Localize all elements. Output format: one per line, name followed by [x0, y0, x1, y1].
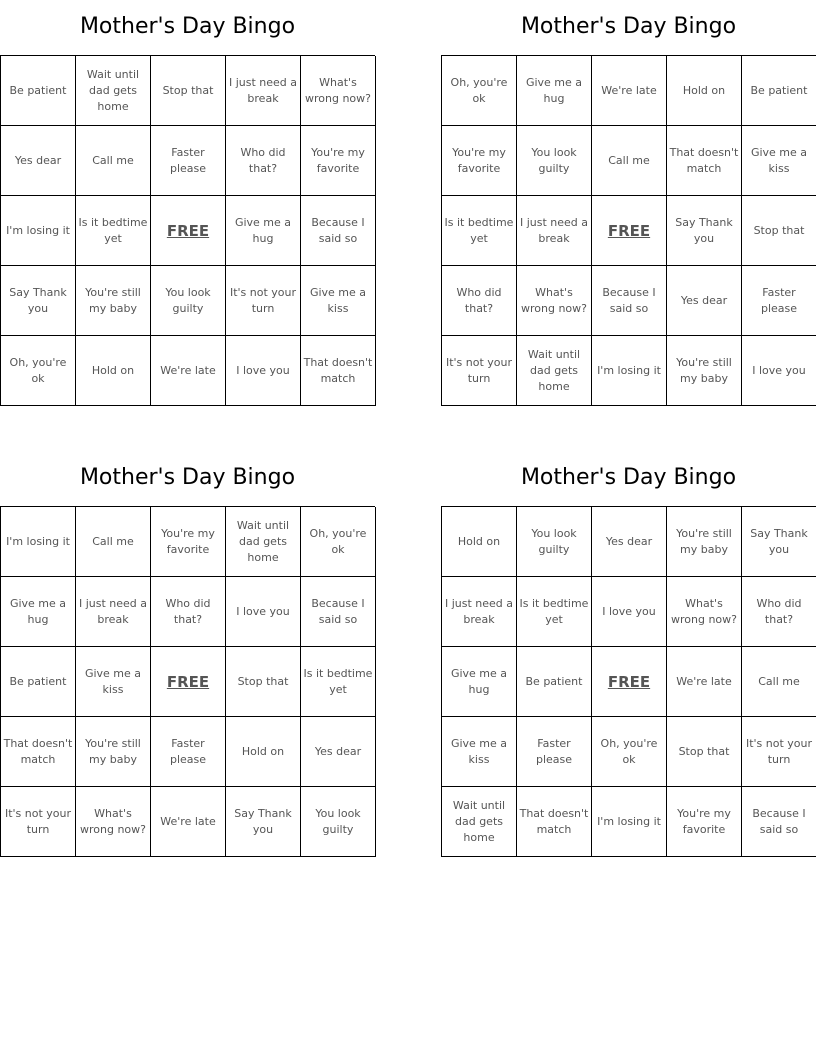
bingo-cell: What's wrong now?	[517, 266, 592, 336]
bingo-cell: Is it bedtime yet	[301, 647, 376, 717]
bingo-cell: I just need a break	[517, 196, 592, 266]
bingo-cell: I just need a break	[442, 577, 517, 647]
bingo-cell: Give me a hug	[226, 196, 301, 266]
bingo-cell: Yes dear	[592, 507, 667, 577]
bingo-cell: We're late	[667, 647, 742, 717]
bingo-cell: Wait until dad gets home	[76, 56, 151, 126]
bingo-cell: Wait until dad gets home	[226, 507, 301, 577]
bingo-cell: Give me a hug	[442, 647, 517, 717]
bingo-cell: What's wrong now?	[301, 56, 376, 126]
bingo-cell: You're my favorite	[442, 126, 517, 196]
bingo-cell: Because I said so	[742, 787, 816, 857]
bingo-cell: We're late	[151, 336, 226, 406]
bingo-cell: Call me	[742, 647, 816, 717]
bingo-cell: Stop that	[151, 56, 226, 126]
bingo-cell: Yes dear	[1, 126, 76, 196]
bingo-cell: I love you	[592, 577, 667, 647]
bingo-cell: Be patient	[1, 56, 76, 126]
bingo-cell: We're late	[151, 787, 226, 857]
bingo-cell: I'm losing it	[592, 336, 667, 406]
bingo-cell: Who did that?	[442, 266, 517, 336]
bingo-cell: Give me a hug	[517, 56, 592, 126]
bingo-cell: What's wrong now?	[76, 787, 151, 857]
bingo-cell: I just need a break	[76, 577, 151, 647]
bingo-cell: That doesn't match	[1, 717, 76, 787]
bingo-cell: Say Thank you	[226, 787, 301, 857]
bingo-cell: Faster please	[517, 717, 592, 787]
bingo-cell: Because I said so	[301, 577, 376, 647]
bingo-cell: Say Thank you	[1, 266, 76, 336]
card-title: Mother's Day Bingo	[520, 465, 737, 490]
bingo-cell: That doesn't match	[667, 126, 742, 196]
bingo-cell: You look guilty	[517, 507, 592, 577]
bingo-cell: Is it bedtime yet	[442, 196, 517, 266]
bingo-cell: You're still my baby	[667, 336, 742, 406]
bingo-cell: You look guilty	[301, 787, 376, 857]
bingo-cell: Oh, you're ok	[1, 336, 76, 406]
bingo-cell: Because I said so	[301, 196, 376, 266]
free-space-cell: FREE	[151, 196, 226, 266]
bingo-grid	[0, 506, 375, 857]
bingo-card-4	[441, 462, 816, 844]
bingo-cell: Is it bedtime yet	[517, 577, 592, 647]
bingo-cell: Oh, you're ok	[592, 717, 667, 787]
bingo-grid	[441, 506, 816, 857]
bingo-cell: You're my favorite	[301, 126, 376, 196]
bingo-cell: Stop that	[226, 647, 301, 717]
bingo-cell: Give me a kiss	[442, 717, 517, 787]
bingo-cell: Wait until dad gets home	[517, 336, 592, 406]
bingo-cell: You're my favorite	[667, 787, 742, 857]
bingo-cell: Stop that	[742, 196, 816, 266]
bingo-cell: I'm losing it	[592, 787, 667, 857]
bingo-cell: Be patient	[517, 647, 592, 717]
bingo-cell: Faster please	[151, 126, 226, 196]
bingo-cell: Who did that?	[226, 126, 301, 196]
bingo-cell: Who did that?	[151, 577, 226, 647]
bingo-cell: Give me a kiss	[742, 126, 816, 196]
bingo-cell: Faster please	[742, 266, 816, 336]
bingo-card-3	[0, 462, 375, 836]
bingo-cell: Hold on	[76, 336, 151, 406]
bingo-cell: It's not your turn	[742, 717, 816, 787]
bingo-cell: You're still my baby	[76, 717, 151, 787]
card-title: Mother's Day Bingo	[79, 465, 296, 490]
bingo-cell: I'm losing it	[1, 507, 76, 577]
bingo-cell: Give me a kiss	[301, 266, 376, 336]
bingo-card-2	[441, 11, 816, 393]
card-title: Mother's Day Bingo	[520, 14, 737, 39]
bingo-cell: I love you	[742, 336, 816, 406]
bingo-cell: Who did that?	[742, 577, 816, 647]
bingo-cell: Call me	[592, 126, 667, 196]
bingo-cell: Wait until dad gets home	[442, 787, 517, 857]
bingo-cell: I love you	[226, 336, 301, 406]
bingo-cell: Give me a kiss	[76, 647, 151, 717]
bingo-cell: Give me a hug	[1, 577, 76, 647]
bingo-cell: Yes dear	[667, 266, 742, 336]
bingo-cell: Call me	[76, 507, 151, 577]
bingo-cell: Faster please	[151, 717, 226, 787]
bingo-cell: We're late	[592, 56, 667, 126]
bingo-cell: What's wrong now?	[667, 577, 742, 647]
bingo-cell: Be patient	[1, 647, 76, 717]
bingo-cell: Stop that	[667, 717, 742, 787]
bingo-cell: That doesn't match	[517, 787, 592, 857]
bingo-grid	[441, 55, 816, 406]
bingo-cell: Yes dear	[301, 717, 376, 787]
free-space-cell: FREE	[592, 647, 667, 717]
bingo-cell: Because I said so	[592, 266, 667, 336]
bingo-cell: You're still my baby	[667, 507, 742, 577]
bingo-cell: You're still my baby	[76, 266, 151, 336]
bingo-cell: Hold on	[442, 507, 517, 577]
bingo-cell: Hold on	[226, 717, 301, 787]
bingo-cell: Is it bedtime yet	[76, 196, 151, 266]
bingo-cell: Say Thank you	[667, 196, 742, 266]
free-space-cell: FREE	[151, 647, 226, 717]
bingo-card-1	[0, 11, 375, 385]
free-space-cell: FREE	[592, 196, 667, 266]
bingo-cell: I just need a break	[226, 56, 301, 126]
bingo-cell: I love you	[226, 577, 301, 647]
bingo-cell: You're my favorite	[151, 507, 226, 577]
bingo-cell: You look guilty	[151, 266, 226, 336]
bingo-cell: That doesn't match	[301, 336, 376, 406]
bingo-cell: It's not your turn	[442, 336, 517, 406]
bingo-cell: Say Thank you	[742, 507, 816, 577]
bingo-cell: Call me	[76, 126, 151, 196]
bingo-cell: I'm losing it	[1, 196, 76, 266]
bingo-cell: It's not your turn	[226, 266, 301, 336]
bingo-cell: Hold on	[667, 56, 742, 126]
bingo-grid	[0, 55, 375, 406]
bingo-cell: It's not your turn	[1, 787, 76, 857]
bingo-cell: Be patient	[742, 56, 816, 126]
bingo-cell: Oh, you're ok	[301, 507, 376, 577]
card-title: Mother's Day Bingo	[79, 14, 296, 39]
bingo-cell: Oh, you're ok	[442, 56, 517, 126]
bingo-cell: You look guilty	[517, 126, 592, 196]
